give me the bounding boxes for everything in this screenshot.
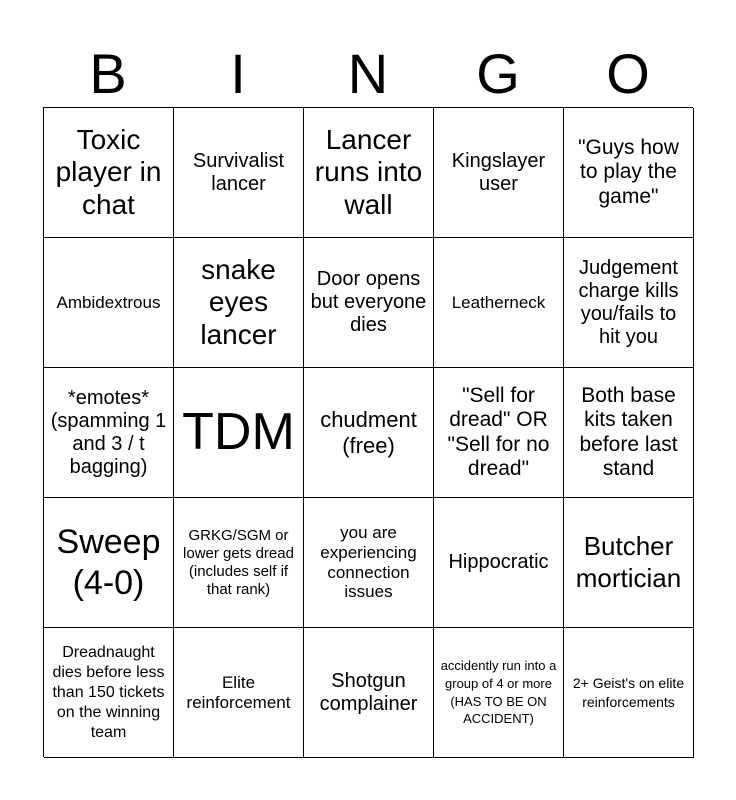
bingo-board <box>43 107 693 757</box>
bingo-cell[interactable]: chudment (free) <box>304 368 434 498</box>
bingo-cell[interactable]: *emotes* (spamming 1 and 3 / t bagging) <box>44 368 174 498</box>
bingo-cell[interactable]: you are experiencing connection issues <box>304 498 434 628</box>
bingo-cell[interactable]: Lancer runs into wall <box>304 108 434 238</box>
bingo-cell[interactable]: Hippocratic <box>434 498 564 628</box>
header-letter-g: G <box>476 42 520 105</box>
bingo-cell[interactable]: Both base kits taken before last stand <box>564 368 694 498</box>
bingo-cell[interactable]: "Sell for dread" OR "Sell for no dread" <box>434 368 564 498</box>
bingo-cell[interactable]: accidently run into a group of 4 or more (HAS TO BE ON ACCIDENT) <box>434 628 564 758</box>
bingo-cell[interactable]: GRKG/SGM or lower gets dread (includes self if that rank) <box>174 498 304 628</box>
bingo-cell[interactable]: Elite reinforcement <box>174 628 304 758</box>
bingo-cell[interactable]: "Guys how to play the game" <box>564 108 694 238</box>
bingo-cell[interactable]: Sweep (4-0) <box>44 498 174 628</box>
bingo-cell[interactable]: snake eyes lancer <box>174 238 304 368</box>
bingo-cell[interactable]: Survivalist lancer <box>174 108 304 238</box>
bingo-header <box>43 40 693 108</box>
header-letter-i: I <box>230 42 246 105</box>
bingo-cell[interactable]: Ambidextrous <box>44 238 174 368</box>
bingo-cell[interactable]: Leatherneck <box>434 238 564 368</box>
bingo-cell[interactable]: 2+ Geist's on elite reinforcements <box>564 628 694 758</box>
bingo-cell[interactable]: Judgement charge kills you/fails to hit you <box>564 238 694 368</box>
bingo-cell[interactable]: Butcher mortician <box>564 498 694 628</box>
bingo-cell[interactable]: Kingslayer user <box>434 108 564 238</box>
bingo-cell[interactable]: Door opens but everyone dies <box>304 238 434 368</box>
bingo-cell[interactable]: Shotgun complainer <box>304 628 434 758</box>
bingo-cell[interactable]: Toxic player in chat <box>44 108 174 238</box>
header-letter-n: N <box>347 42 389 105</box>
bingo-cell[interactable]: Dreadnaught dies before less than 150 tickets on the winning team <box>44 628 174 758</box>
bingo-cell[interactable]: TDM <box>174 368 304 498</box>
header-letter-o: O <box>606 42 650 105</box>
header-letter-b: B <box>89 42 127 105</box>
